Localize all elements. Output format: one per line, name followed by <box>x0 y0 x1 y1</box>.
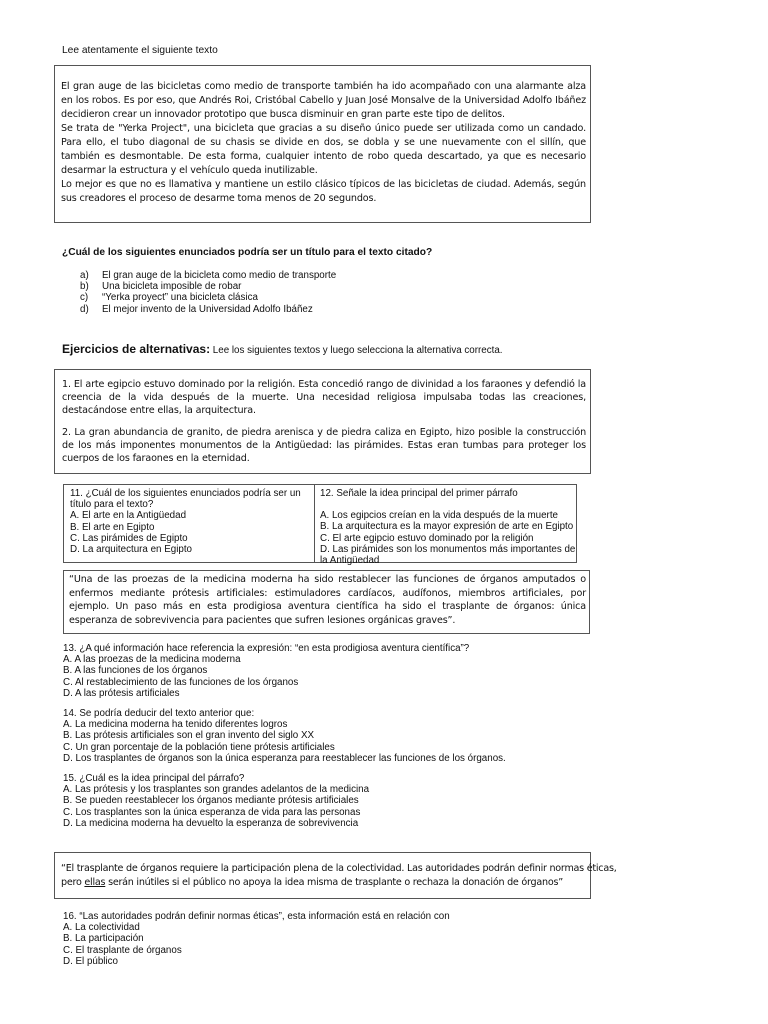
option-b[interactable]: B. Se pueden reestablecer los órganos mediante prótesis artificiales <box>63 795 359 807</box>
passage-line: “El trasplante de órganos requiere la participación plena de la colectividad. Las autoridades podrán definir normas éticas, <box>61 863 617 874</box>
option-c[interactable]: C. Las pirámides de Egipto <box>70 532 188 544</box>
option-letter: c) <box>80 292 89 304</box>
option-c[interactable]: C. Los trasplantes son la única esperanza de vida para las personas <box>63 806 361 818</box>
passage-paragraph: El gran auge de las bicicletas como medio de transporte también ha ido acompañado con una alarmante alza en los robos. Es por eso, que Andrés Roi, Cristóbal Cabello y Juan José Monsalve de la Universidad Adolfo Ibáñez decidieron crear un innovador prototipo que busca disminuir en gran parte este tipo de delitos. <box>61 81 586 120</box>
option-letter: a) <box>80 270 89 281</box>
question-14 <box>63 708 506 764</box>
option-c[interactable]: C. Un gran porcentaje de la población tiene prótesis artificiales <box>63 741 335 753</box>
exercises-header <box>62 340 503 358</box>
option-b[interactable]: B. A las funciones de los órganos <box>63 665 208 677</box>
option-b[interactable]: B. Las prótesis artificiales son el gran invento del siglo XX <box>63 730 315 742</box>
option-d[interactable]: D. El público <box>63 955 118 967</box>
option-letter: d) <box>80 303 89 315</box>
option-b[interactable]: B. La arquitectura es la mayor expresión de arte en Egipto <box>320 521 574 533</box>
option-text: El mejor invento de la Universidad Adolfo Ibáñez <box>102 303 313 315</box>
option-b[interactable] <box>80 281 336 292</box>
question-15 <box>63 773 369 829</box>
passage-box-transplant <box>54 852 617 899</box>
question-11-title: título para el texto? <box>70 499 154 511</box>
option-a[interactable]: A. El arte en la Antigüedad <box>70 510 187 522</box>
option-b[interactable]: B. La participación <box>63 933 144 945</box>
passage-text: pero <box>61 877 85 888</box>
question-11 <box>70 488 301 555</box>
question-11-title: 11. ¿Cuál de los siguientes enunciados podría ser un <box>70 488 301 499</box>
option-a[interactable] <box>80 270 336 281</box>
passage-box-egypt <box>54 369 591 474</box>
exercises-header-bold: Ejercicios de alternativas: <box>62 342 211 356</box>
question-title-heading: ¿Cuál de los siguientes enunciados podría ser un título para el texto citado? <box>62 247 433 258</box>
question-15-title: 15. ¿Cuál es la idea principal del párrafo? <box>63 773 245 784</box>
passage-paragraph: 1. El arte egipcio estuvo dominado por la religión. Esta concedió rango de divinidad a los faraones y defendió la creencia de la vida después de la muerte. Una necesidad religiosa impulsaba todas las creaciones, destacándose entre ellas, la arquitectura. <box>62 379 586 417</box>
option-text: “Yerka proyect” una bicicleta clásica <box>102 292 258 304</box>
questions-table-11-12 <box>63 484 577 567</box>
question-13 <box>63 643 469 699</box>
option-c[interactable]: C. El arte egipcio estuvo dominado por la religión <box>320 532 534 544</box>
exercises-header-rest: Lee los siguientes textos y luego selecciona la alternativa correcta. <box>210 345 503 356</box>
option-d[interactable] <box>80 304 336 315</box>
option-a[interactable]: A. Los egipcios creían en la vida después de la muerte <box>320 510 558 522</box>
option-d[interactable]: D. Las pirámides son los monumentos más importantes de <box>320 543 576 555</box>
instruction-text: Lee atentamente el siguiente texto <box>62 45 218 56</box>
passage-paragraph: Se trata de "Yerka Project", una bicicleta que gracias a su diseño único puede ser utilizada como un candado. Para ello, el tubo diagonal de su chasis se divide en dos, se dobla y se une nuevamente con el sillín, que también es desmontable. De esta forma, cualquier intento de robo queda descartado, ya que es necesario desarmar la estructura y el vehículo queda inutilizable. <box>61 123 586 176</box>
option-d[interactable]: D. A las prótesis artificiales <box>63 687 180 699</box>
option-d[interactable]: D. La arquitectura en Egipto <box>70 544 192 556</box>
option-d-continued: la Antigüedad <box>320 555 380 567</box>
option-letter: b) <box>80 281 89 293</box>
passage-paragraph: “Una de las proezas de la medicina moderna ha sido restablecer las funciones de órganos amputados o enfermos mediante prótesis artificiales: estimuladores cardíacos, audífonos, miembros artificiales, por ejemplo. Un paso más en esta prodigiosa aventura científica ha sido el trasplante de órganos: única esperanza de sobrevivencia para pacientes que sufren lesiones orgánicas graves”. <box>69 574 586 626</box>
option-text: Una bicicleta imposible de robar <box>102 281 242 293</box>
question-14-title: 14. Se podría deducir del texto anterior que: <box>63 708 255 719</box>
underlined-word: ellas <box>84 877 106 888</box>
question-13-title: 13. ¿A qué información hace referencia la expresión: “en esta prodigiosa aventura científica”? <box>63 643 470 654</box>
question-12-title: 12. Señale la idea principal del primer párrafo <box>320 488 518 499</box>
option-a[interactable]: A. A las proezas de la medicina moderna <box>63 654 241 666</box>
option-text: El gran auge de la bicicleta como medio de transporte <box>102 270 337 281</box>
option-a[interactable]: A. La colectividad <box>63 922 140 934</box>
option-c[interactable] <box>80 292 336 303</box>
option-c[interactable]: C. El trasplante de órganos <box>63 944 182 956</box>
option-c[interactable]: C. Al restablecimiento de las funciones de los órganos <box>63 676 299 688</box>
option-d[interactable]: D. Los trasplantes de órganos son la única esperanza para reestablecer las funciones de los órganos. <box>63 752 506 764</box>
question-title-options <box>80 270 336 315</box>
table-divider <box>314 485 315 562</box>
passage-box-medicine <box>63 570 590 634</box>
question-16-title: 16. “Las autoridades podrán definir normas éticas”, esta información está en relación con <box>63 911 450 922</box>
option-a[interactable]: A. Las prótesis y los trasplantes son grandes adelantos de la medicina <box>63 784 370 796</box>
passage-box-bicycle <box>54 65 591 223</box>
passage-line <box>61 876 586 890</box>
question-12 <box>320 488 575 566</box>
option-b[interactable]: B. El arte en Egipto <box>70 521 155 533</box>
option-d[interactable]: D. La medicina moderna ha devuelto la esperanza de sobrevivencia <box>63 817 359 829</box>
question-16 <box>63 911 450 967</box>
passage-text: serán inútiles si el público no apoya la idea misma de trasplante o rechaza la donación de órganos” <box>105 877 563 888</box>
passage-paragraph: Lo mejor es que no es llamativa y mantiene un estilo clásico típicos de las bicicletas de ciudad. Además, según sus creadores el proceso de desarme toma menos de 20 segundos. <box>61 179 586 204</box>
option-a[interactable]: A. La medicina moderna ha tenido diferentes logros <box>63 719 288 731</box>
passage-paragraph: 2. La gran abundancia de granito, de piedra arenisca y de piedra caliza en Egipto, hizo posible la construcción de los más imponentes monumentos de la Antigüedad: las pirámides. Estas eran tumbas para proteger los cuerpos de los faraones en la eternidad. <box>62 426 586 465</box>
